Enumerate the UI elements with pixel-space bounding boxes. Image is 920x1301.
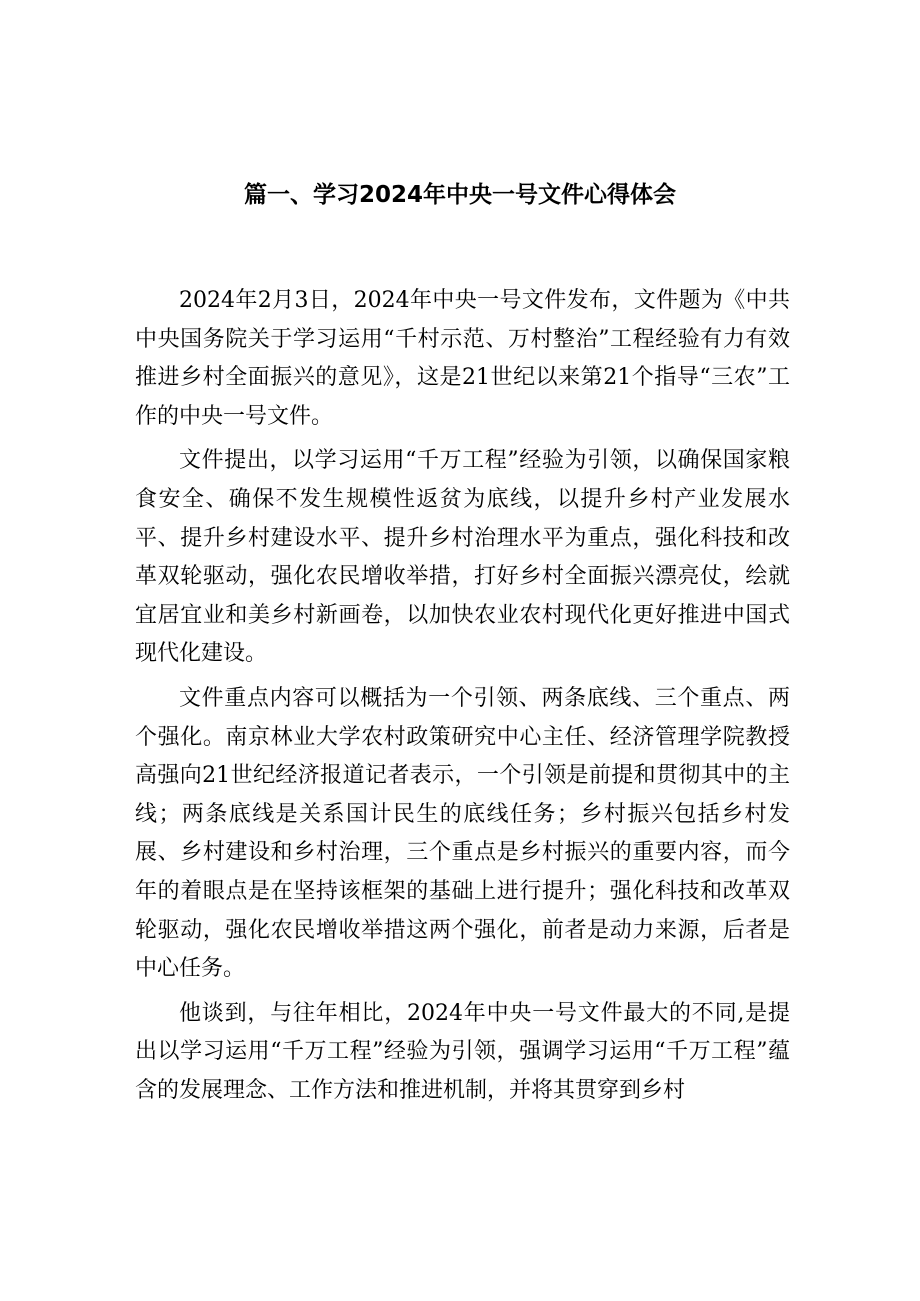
paragraph-3: 文件重点内容可以概括为一个引领、两条底线、三个重点、两个强化。南京林业大学农村政策研究中心主任、经济管理学院教授高强向21世纪经济报道记者表示，一个引领是前提和贯彻其中的主线；两条底线是关系国计民生的底线任务；乡村振兴包括乡村发展、乡村建设和乡村治理，三个重点是乡村振兴的重要内容，而今年的着眼点是在坚持该框架的基础上进行提升；强化科技和改革双轮驱动，强化农民增收举措这两个强化，前者是动力来源，后者是中心任务。: [135, 685, 790, 982]
paragraph-2: 文件提出，以学习运用“千万工程”经验为引领，以确保国家粮食安全、确保不发生规模性返贫为底线，以提升乡村产业发展水平、提升乡村建设水平、提升乡村治理水平为重点，强化科技和改革双轮驱动，强化农民增收举措，打好乡村全面振兴漂亮仗，绘就宜居宜业和美乡村新画卷，以加快农业农村现代化更好推进中国式现代化建设。: [135, 448, 790, 667]
document-body: [135, 282, 790, 1116]
document-title: 篇一、学习2024年中央一号文件心得体会: [243, 182, 676, 208]
paragraph-1: 2024年2月3日，2024年中央一号文件发布，文件题为《中共中央国务院关于学习运用“千村示范、万村整治”工程经验有力有效推进乡村全面振兴的意见》，这是21世纪以来第21个指导“三农”工作的中央一号文件。: [135, 288, 790, 429]
paragraph-4: 他谈到，与往年相比，2024年中央一号文件最大的不同,是提出以学习运用“千万工程”经验为引领，强调学习运用“千万工程”蕴含的发展理念、工作方法和推进机制，并将其贯穿到乡村: [135, 1000, 790, 1103]
